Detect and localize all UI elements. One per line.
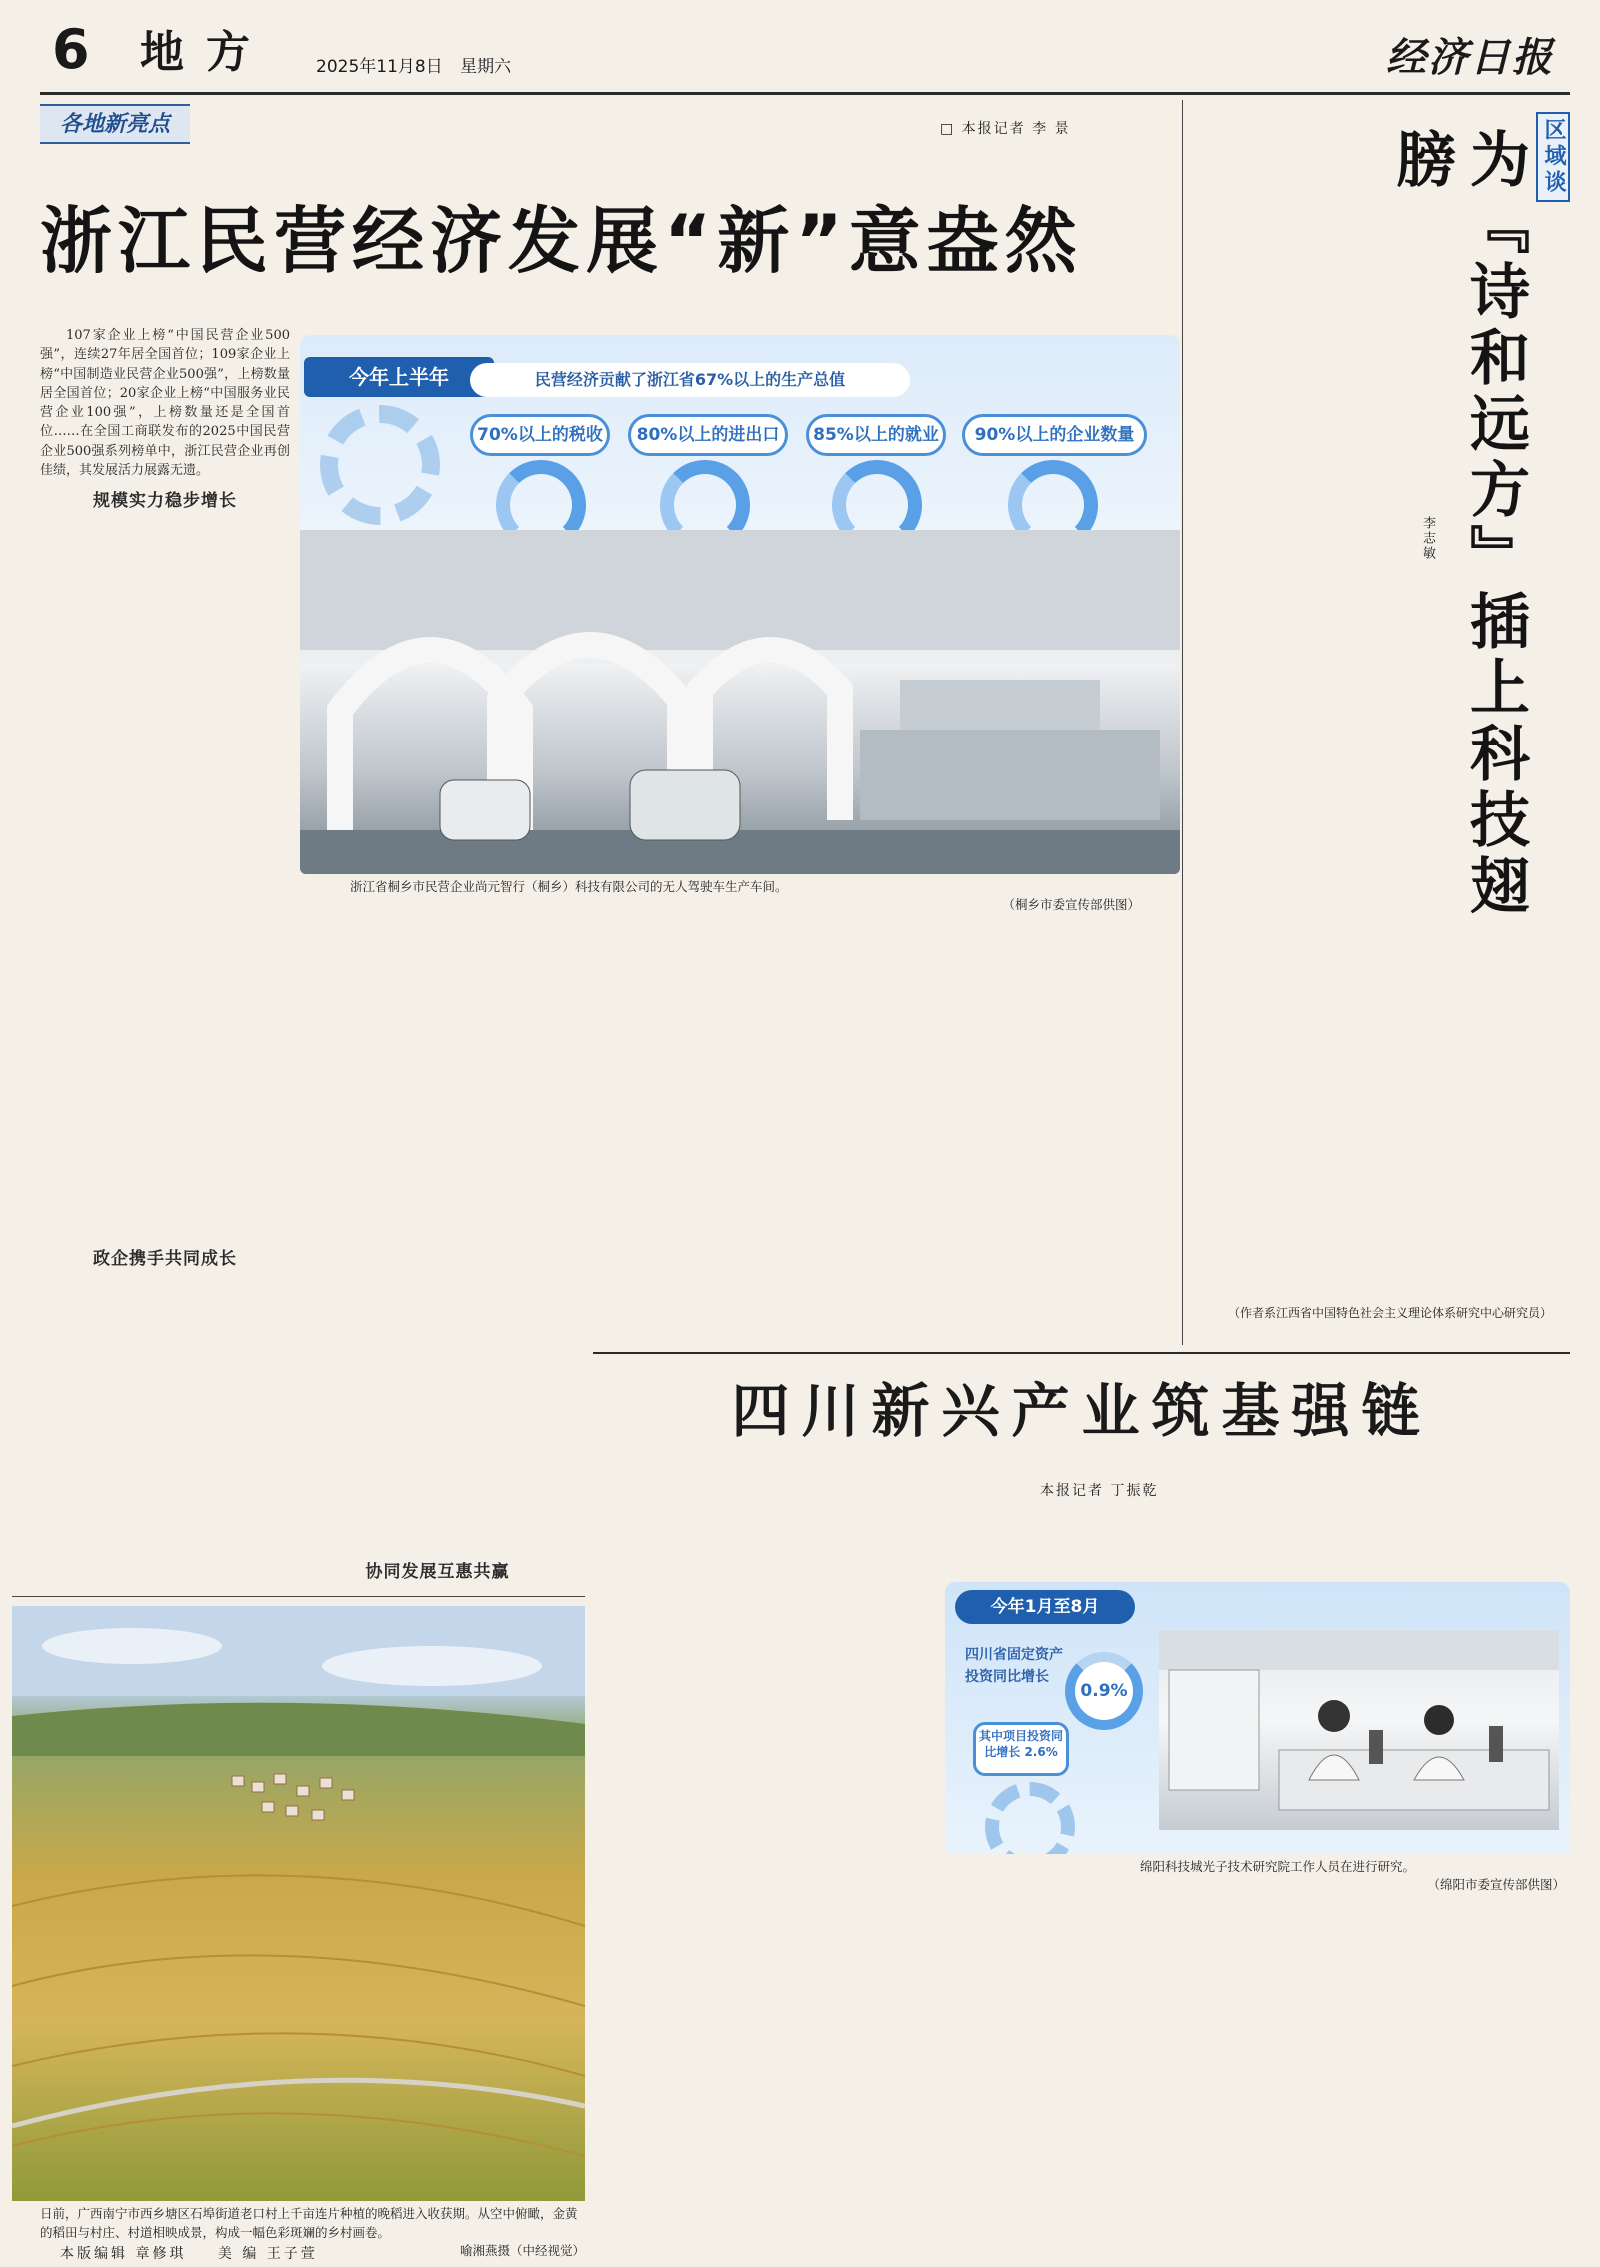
factory-photo-caption — [350, 878, 1140, 914]
article2-period: 今年1月至8月 — [990, 1597, 1100, 1617]
article2-stat2-box — [973, 1722, 1069, 1776]
paper-logo: 经济日报 — [1386, 34, 1554, 81]
article1-column-2 — [300, 955, 575, 1590]
article1-lead: 107家企业上榜“中国民营企业500强”，连续27年居全国首位；109家企业上榜“中国制造业民营企业500强”，上榜数量居全国首位；20家企业上榜“中国服务业民营企业100强”，上榜数量还是全国首位……在全国工商联发布的2025中国民营企业500强系列榜单中，浙江民营企业再创佳绩，其发展活力展露无遗。 — [40, 328, 290, 479]
article1-subhead-3: 协同发展互惠共赢 — [365, 1562, 510, 1582]
infographic-gear-icon — [320, 405, 440, 525]
article1-column-4 — [876, 955, 1166, 1340]
sidebar-author-note: （作者系江西省中国特色社会主义理论体系研究中心研究员） — [1227, 1306, 1552, 1320]
article1-subhead-1: 规模实力稳步增长 — [93, 491, 237, 512]
article1-column-3 — [588, 955, 868, 1340]
infographic-period: 今年上半年 — [349, 365, 449, 389]
sidebar-title: 为『诗和远方』插上科技翅膀 — [1386, 128, 1530, 920]
section-name: 地方 — [140, 27, 272, 78]
article1-byline: □ 本报记者 李 景 — [940, 121, 1071, 137]
lab-photo-caption — [1140, 1858, 1565, 1894]
article2-stat2-value: 2.6% — [1024, 1745, 1058, 1759]
weekday-text: 星期六 — [460, 57, 512, 77]
factory-photo-credit: （桐乡市委宣传部供图） — [1002, 897, 1140, 912]
column-tag — [40, 104, 190, 144]
sidebar-tag-text: 区域谈 — [1541, 118, 1566, 196]
article1-subhead-2: 政企携手共同成长 — [93, 1248, 237, 1269]
article2-title: 四川新兴产业筑基强链 — [731, 1377, 1432, 1445]
lab-photo-credit: （绵阳市委宣传部供图） — [1427, 1877, 1565, 1892]
article2-stat1-label: 四川省固定资产投资同比增长 — [965, 1647, 1063, 1685]
stat-enterprises: 90%以上的企业数量 — [962, 414, 1147, 456]
issue-date — [316, 52, 511, 77]
sidebar-tag — [1536, 112, 1570, 202]
lab-photo-caption-text: 绵阳科技城光子技术研究院工作人员在进行研究。 — [1140, 1859, 1416, 1874]
rice-field-scene — [12, 1606, 585, 2201]
article2-infographic — [945, 1582, 1570, 1854]
section-divider-right — [593, 1352, 1570, 1354]
stat-tax: 70%以上的税收 — [470, 414, 610, 456]
section-divider-left — [12, 1596, 585, 1597]
article1-title: 浙江民营经济发展“新”意盎然 — [40, 199, 1083, 283]
article2-period-badge — [955, 1590, 1135, 1624]
article2-column-3 — [1262, 1892, 1570, 2254]
sidebar-author: 李志敏 — [1420, 516, 1435, 561]
factory-photo — [300, 530, 1180, 874]
date-text: 2025年11月8日 — [316, 57, 443, 77]
factory-scene — [300, 530, 1180, 874]
article2-byline: 本报记者 丁振乾 — [1040, 1483, 1159, 1499]
sidebar-column — [1188, 104, 1438, 1284]
lab-photo — [1159, 1630, 1559, 1830]
infographic-period-badge — [304, 357, 494, 397]
lab-scene — [1159, 1630, 1559, 1830]
footer-designer: 美 编 王子萱 — [217, 2246, 318, 2262]
rice-field-caption-text: 日前，广西南宁市西乡塘区石埠街道老口村上千亩连片种植的晚稻进入收获期。从空中俯瞰，金黄的稻田与村庄、村道相映成景，构成一幅色彩斑斓的乡村画卷。 — [40, 2206, 578, 2240]
masthead-rule — [40, 92, 1570, 95]
rice-field-credit: 喻湘燕摄（中经视觉） — [459, 2243, 585, 2258]
article2-stat1-ring — [1065, 1652, 1143, 1730]
rice-field-photo — [12, 1606, 585, 2201]
footer-editor: 本版编辑 章修琪 — [60, 2246, 187, 2262]
stat-trade: 80%以上的进出口 — [628, 414, 788, 456]
footer — [60, 2243, 560, 2263]
infographic-headline: 民营经济贡献了浙江省67%以上的生产总值 — [470, 363, 910, 397]
article2-column-2 — [945, 1892, 1245, 2254]
article2-stat1-value: 0.9% — [1080, 1681, 1128, 1701]
page-number: 6 — [52, 18, 90, 81]
factory-photo-caption-text: 浙江省桐乡市民营企业尚元智行（桐乡）科技有限公司的无人驾驶车生产车间。 — [350, 879, 788, 894]
article2-stat2-label: 其中项目投资同比增长 — [978, 1729, 1063, 1759]
article2-column-1 — [615, 1530, 925, 2250]
column-tag-text: 各地新亮点 — [59, 111, 170, 137]
article2-gear-icon — [985, 1782, 1075, 1854]
sidebar-divider — [1182, 100, 1183, 1345]
article1-column-left — [40, 326, 290, 1331]
stat-employment: 85%以上的就业 — [806, 414, 946, 456]
